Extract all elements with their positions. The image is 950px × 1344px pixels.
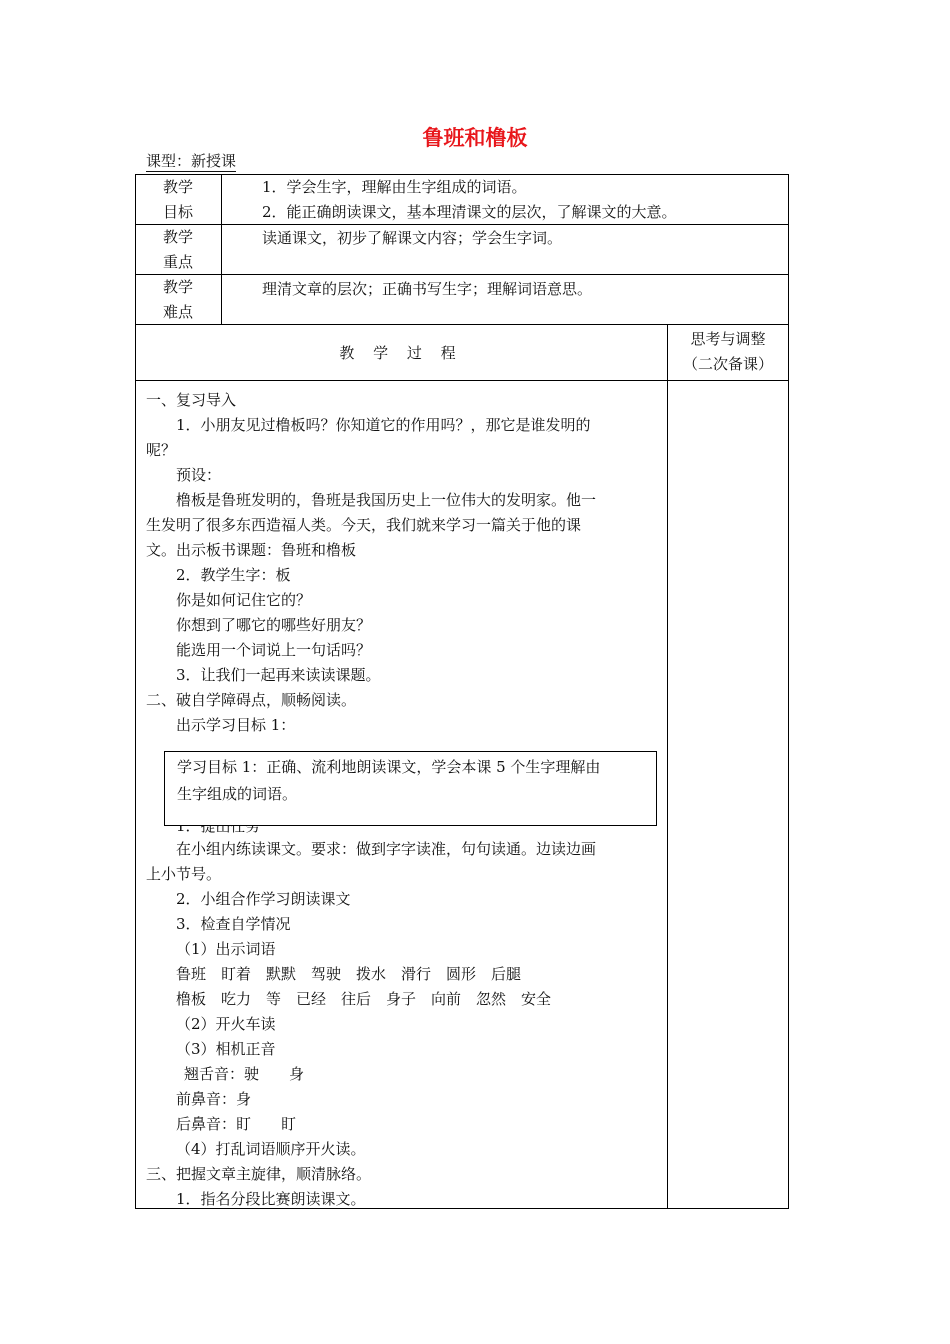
objective-item: 2．能正确朗读课文，基本理清课文的层次，了解课文的大意。 bbox=[262, 203, 677, 221]
row-divider bbox=[135, 274, 789, 275]
process-line: 能选用一个词说上一句话吗？ bbox=[176, 641, 372, 659]
section-heading: 三、把握文章主旋律，顺清脉络。 bbox=[146, 1165, 372, 1183]
word-list: 鲁班 盯着 默默 驾驶 拨水 滑行 圆形 后腿 bbox=[176, 965, 522, 983]
difficulties-text: 理清文章的层次；正确书写生字；理解词语意思。 bbox=[262, 280, 593, 298]
process-line: 上小节号。 bbox=[146, 865, 222, 883]
objectives-label: 教学 目标 bbox=[162, 178, 193, 221]
process-line: 出示学习目标 1： bbox=[176, 716, 296, 734]
learning-goal-box bbox=[164, 751, 657, 826]
process-line: 1．指名分段比赛朗读课文。 bbox=[176, 1190, 366, 1208]
key-points-label: 教学 重点 bbox=[162, 228, 193, 271]
process-line: （1）出示词语 bbox=[176, 940, 276, 958]
process-line: 2．教学生字：板 bbox=[176, 566, 291, 584]
column-divider bbox=[221, 174, 222, 324]
lesson-type: 课型：新授课 bbox=[146, 152, 237, 170]
row-divider bbox=[135, 380, 789, 381]
process-line: 你是如何记住它的？ bbox=[176, 591, 312, 609]
difficulties-label: 教学 难点 bbox=[162, 278, 193, 321]
process-line: 3．检查自学情况 bbox=[176, 915, 291, 933]
process-line: 1．小朋友见过橹板吗？你知道它的作用吗？，那它是谁发明的 bbox=[176, 416, 591, 434]
section-heading: 一、复习导入 bbox=[146, 391, 237, 409]
side-header: 思考与调整 （二次备课） bbox=[682, 330, 773, 373]
column-divider bbox=[667, 324, 668, 1209]
process-line: 预设： bbox=[176, 466, 222, 484]
row-divider bbox=[135, 324, 789, 325]
process-line: 呢？ bbox=[146, 441, 177, 459]
goal-text: 生字组成的词语。 bbox=[177, 785, 298, 803]
process-line: 2．小组合作学习朗读课文 bbox=[176, 890, 351, 908]
process-line: 橹板是鲁班发明的，鲁班是我国历史上一位伟大的发明家。他一 bbox=[176, 491, 597, 509]
process-line: 前鼻音：身 bbox=[176, 1090, 252, 1108]
section-heading: 二、破自学障碍点，顺畅阅读。 bbox=[146, 691, 357, 709]
process-line: （4）打乱词语顺序开火读。 bbox=[176, 1140, 366, 1158]
goal-text: 学习目标 1：正确、流利地朗读课文，学会本课 5 个生字理解由 bbox=[177, 758, 601, 776]
process-line: 在小组内练读课文。要求：做到字字读准，句句读通。边读边画 bbox=[176, 840, 597, 858]
process-line: 3．让我们一起再来读读课题。 bbox=[176, 666, 381, 684]
process-line: （2）开火车读 bbox=[176, 1015, 276, 1033]
page-title: 鲁班和橹板 bbox=[422, 126, 528, 150]
process-line: 后鼻音：盯 盯 bbox=[176, 1115, 297, 1133]
process-line: 生发明了很多东西造福人类。今天，我们就来学习一篇关于他的课 bbox=[146, 516, 582, 534]
word-list: 橹板 吃力 等 已经 往后 身子 向前 忽然 安全 bbox=[176, 990, 552, 1008]
process-line: 文。出示板书课题：鲁班和橹板 bbox=[146, 541, 357, 559]
process-header: 教 学 过 程 bbox=[339, 344, 463, 362]
process-line: 你想到了哪它的哪些好朋友？ bbox=[176, 616, 372, 634]
key-points-text: 读通课文，初步了解课文内容；学会生字词。 bbox=[262, 229, 563, 247]
objective-item: 1．学会生字，理解由生字组成的词语。 bbox=[262, 178, 527, 196]
process-line: （3）相机正音 bbox=[176, 1040, 276, 1058]
process-line: 翘舌音：驶 身 bbox=[184, 1065, 305, 1083]
